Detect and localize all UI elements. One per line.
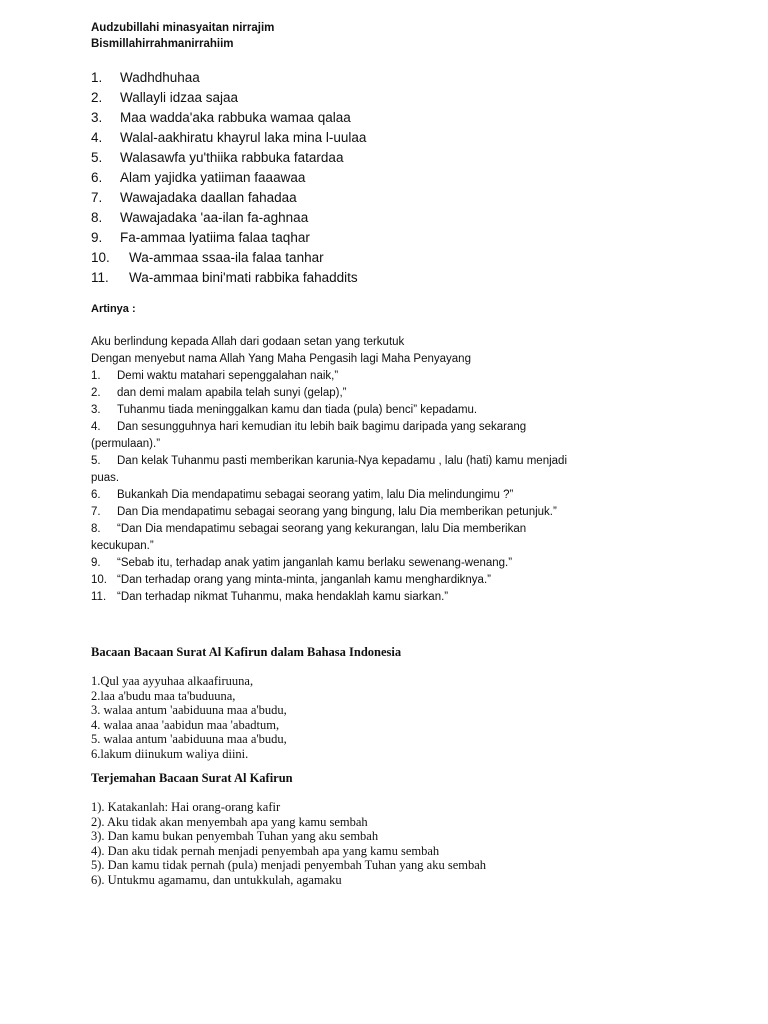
terjemahan-line: 6). Untukmu agamamu, dan untukkulah, agamaku [91, 872, 342, 887]
translation-text: dan demi malam apabila telah sunyi (gelap),” [117, 387, 347, 399]
translation-item [91, 504, 671, 521]
verse-item [91, 68, 366, 88]
translation-item [91, 521, 671, 538]
verse-item [91, 168, 366, 188]
verse-text: Walal-aakhiratu khayrul laka mina l-uulaa [120, 130, 367, 145]
verse-item [91, 188, 366, 208]
verse-item [91, 148, 366, 168]
verse-number: 6. [91, 170, 103, 185]
verse-number: 11. [91, 270, 109, 285]
translation-continuation: puas. [91, 472, 120, 484]
translation-text: “Dan terhadap orang yang minta-minta, janganlah kamu menghardiknya.” [117, 574, 491, 586]
verse-text: Wallayli idzaa sajaa [120, 90, 239, 105]
verse-number: 1. [91, 70, 103, 85]
translation-item [91, 487, 671, 504]
verse-text: Wadhdhuhaa [120, 70, 200, 85]
kafirun-verse: 3. walaa antum 'aabiduuna maa a'budu, [91, 703, 287, 717]
translation-text: Dan kelak Tuhanmu pasti memberikan karunia-Nya kepadamu , lalu (hati) kamu menjadi [117, 455, 567, 467]
translation-text: “Dan Dia mendapatimu sebagai seorang yang kekurangan, lalu Dia memberikan [117, 523, 527, 535]
translation-number: 10. [91, 574, 107, 586]
kafirun-section-title: Bacaan Bacaan Surat Al Kafirun dalam Bahasa Indonesia [91, 645, 402, 659]
translation-text: Dan sesungguhnya hari kemudian itu lebih baik bagimu daripada yang sekarang [117, 421, 527, 433]
verse-text: Alam yajidka yatiiman faaawaa [120, 170, 306, 185]
kafirun-verse: 6.lakum diinukum waliya diini. [91, 746, 249, 761]
translation-number: 5. [91, 455, 101, 467]
translation-number: 6. [91, 489, 101, 501]
translation-number: 1. [91, 370, 101, 382]
taawudz-line: Audzubillahi minasyaitan nirrajim [91, 22, 275, 34]
translation-intro-2: Dengan menyebut nama Allah Yang Maha Pengasih lagi Maha Penyayang [91, 353, 471, 365]
translation-text: Tuhanmu tiada meninggalkan kamu dan tiada (pula) benci” kepadamu. [117, 404, 478, 416]
verse-text: Wawajadaka 'aa-ilan fa-aghnaa [120, 210, 309, 225]
kafirun-verse-list [91, 674, 287, 761]
translation-item [91, 453, 671, 470]
translation-item [91, 402, 671, 419]
translation-item [91, 385, 671, 402]
verse-item [91, 268, 366, 288]
translation-item [91, 572, 671, 589]
verse-item [91, 88, 366, 108]
translation-number: 3. [91, 404, 101, 416]
verse-item [91, 108, 366, 128]
verse-number: 4. [91, 130, 103, 145]
verse-text: Fa-ammaa lyatiima falaa taqhar [120, 230, 310, 245]
verse-item [91, 248, 366, 268]
translation-item [91, 589, 671, 606]
translation-text: “Dan terhadap nikmat Tuhanmu, maka hendaklah kamu siarkan.” [117, 591, 449, 603]
translation-text: “Sebab itu, terhadap anak yatim janganlah kamu berlaku sewenang-wenang.” [117, 557, 513, 569]
kafirun-verse: 4. walaa anaa 'aabidun maa 'abadtum, [91, 717, 280, 732]
verse-text: Wa-ammaa bini'mati rabbika fahaddits [129, 270, 358, 285]
translation-number: 11. [91, 591, 107, 603]
basmalah-line: Bismillahirrahmanirrahiim [91, 38, 234, 50]
verse-number: 2. [91, 90, 103, 105]
verse-text: Wawajadaka daallan fahadaa [120, 190, 297, 205]
translation-number: 4. [91, 421, 101, 433]
translation-number: 7. [91, 506, 101, 518]
translation-item [91, 555, 671, 572]
terjemahan-line: 2). Aku tidak akan menyembah apa yang kamu sembah [91, 814, 368, 829]
verse-number: 3. [91, 110, 103, 125]
translation-continuation: kecukupan.” [91, 540, 154, 552]
translation-item [91, 419, 671, 436]
verse-text: Wa-ammaa ssaa-ila falaa tanhar [129, 250, 324, 265]
verse-item [91, 208, 366, 228]
terjemahan-line: 1). Katakanlah: Hai orang-orang kafir [91, 800, 281, 814]
verse-number: 10. [91, 250, 110, 265]
translation-text: Demi waktu matahari sepenggalahan naik,” [117, 370, 339, 382]
artinya-label: Artinya : [91, 303, 136, 315]
translation-intro-1: Aku berlindung kepada Allah dari godaan setan yang terkutuk [91, 336, 405, 348]
terjemahan-section-title: Terjemahan Bacaan Surat Al Kafirun [91, 771, 293, 785]
translation-block [91, 334, 671, 606]
translation-continuation: (permulaan).” [91, 438, 161, 450]
terjemahan-list [91, 800, 486, 887]
kafirun-verse: 1.Qul yaa ayyuhaa alkaafiruuna, [91, 674, 254, 688]
verse-item [91, 228, 366, 248]
verse-number: 8. [91, 210, 103, 225]
verse-list [91, 68, 366, 288]
verse-number: 9. [91, 230, 103, 245]
opening-header [91, 20, 274, 52]
verse-text: Walasawfa yu'thiika rabbuka fatardaa [120, 150, 344, 165]
verse-item [91, 128, 366, 148]
translation-text: Dan Dia mendapatimu sebagai seorang yang bingung, lalu Dia memberikan petunjuk.” [117, 506, 557, 518]
translation-number: 2. [91, 387, 101, 399]
kafirun-verse: 2.laa a'budu maa ta'buduuna, [91, 688, 236, 703]
terjemahan-line: 4). Dan aku tidak pernah menjadi penyembah apa yang kamu sembah [91, 843, 440, 858]
verse-number: 5. [91, 150, 103, 165]
translation-text: Bukankah Dia mendapatimu sebagai seorang yatim, lalu Dia melindungimu ?” [117, 489, 514, 501]
terjemahan-line: 5). Dan kamu tidak pernah (pula) menjadi penyembah Tuhan yang aku sembah [91, 858, 487, 872]
translation-number: 9. [91, 557, 101, 569]
terjemahan-line: 3). Dan kamu bukan penyembah Tuhan yang aku sembah [91, 829, 379, 843]
translation-item [91, 368, 671, 385]
kafirun-verse: 5. walaa antum 'aabiduuna maa a'budu, [91, 732, 287, 746]
verse-text: Maa wadda'aka rabbuka wamaa qalaa [120, 110, 351, 125]
verse-number: 7. [91, 190, 103, 205]
translation-number: 8. [91, 523, 101, 535]
